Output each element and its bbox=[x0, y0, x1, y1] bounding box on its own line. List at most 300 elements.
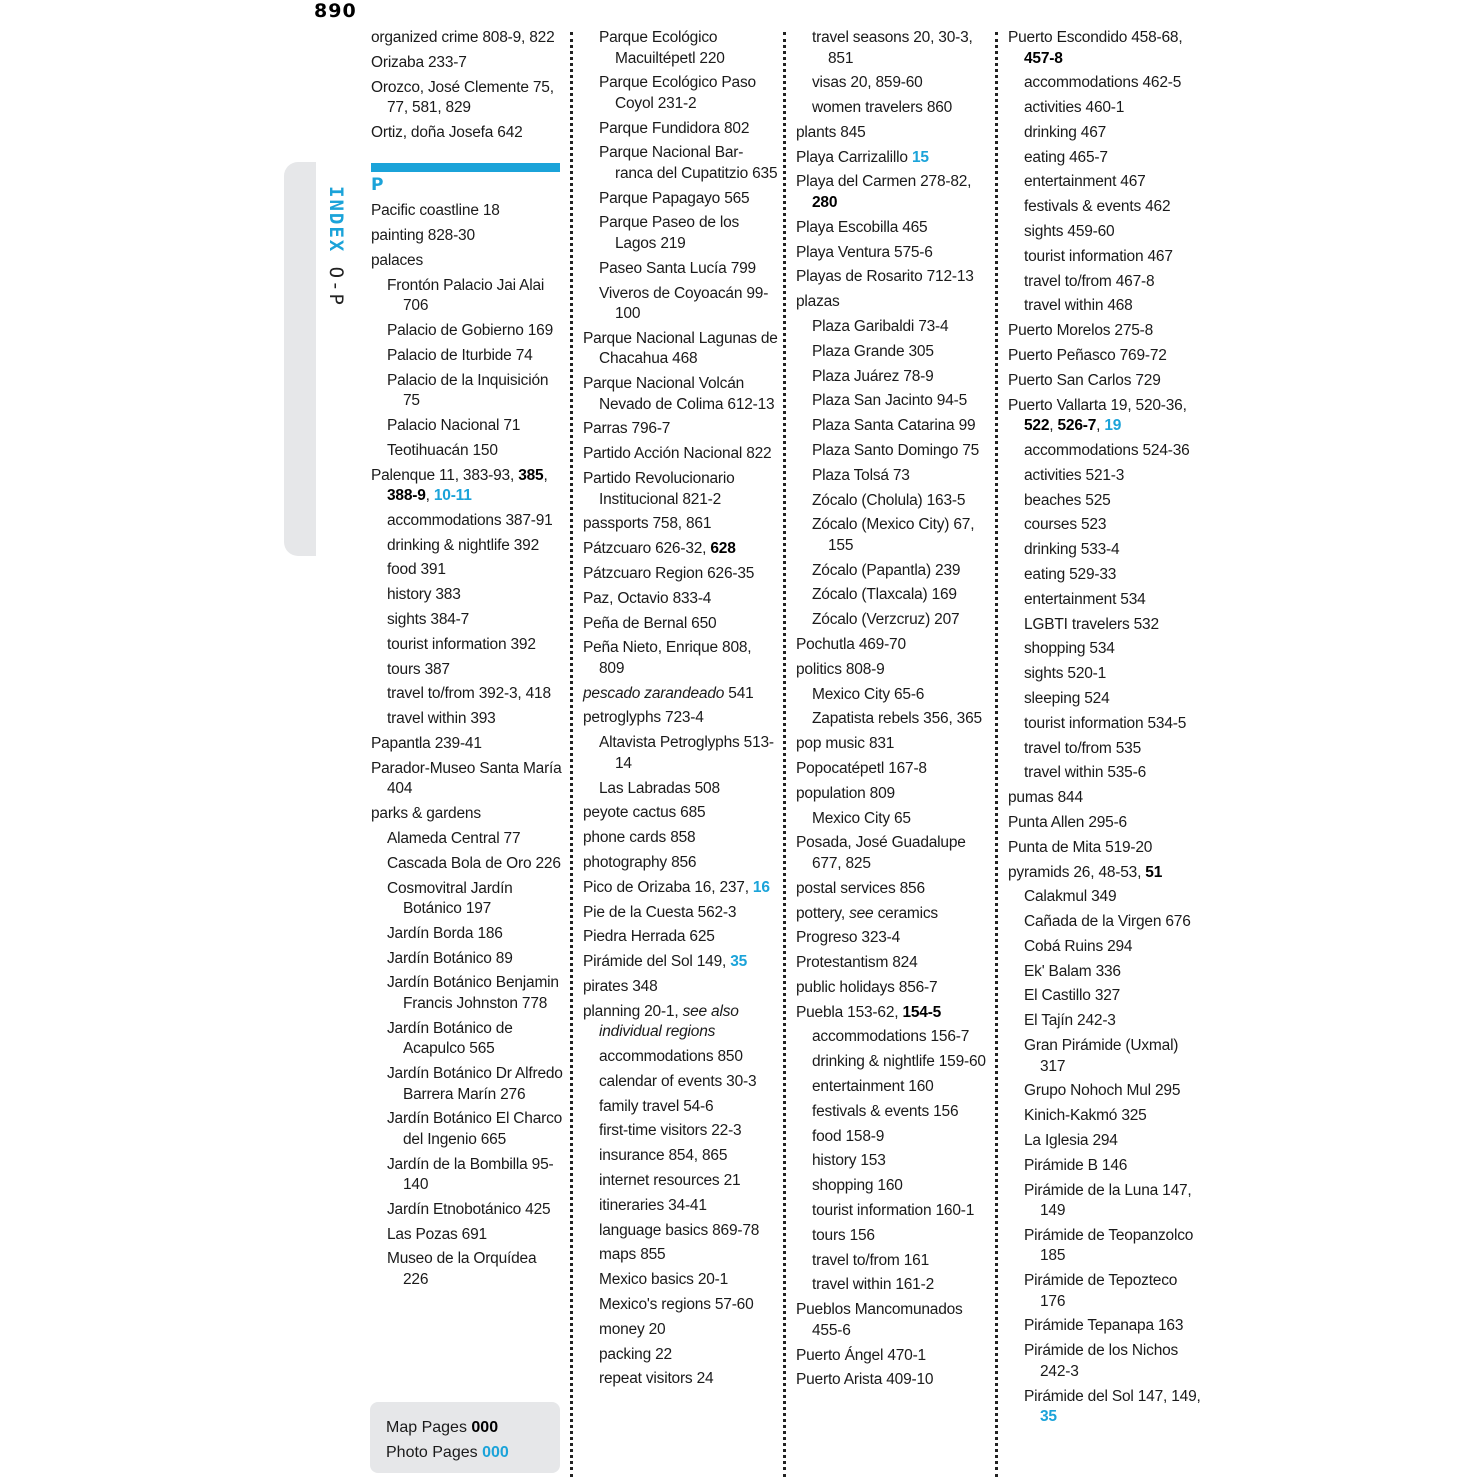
index-subentry bbox=[1008, 689, 1203, 710]
index-subentry bbox=[371, 854, 565, 875]
entry-text: pescado zarandeado bbox=[583, 684, 725, 702]
index-entry bbox=[1008, 346, 1203, 367]
entry-text: , bbox=[1096, 417, 1105, 435]
entry-text: Puerto Escondido 458-68, bbox=[1008, 29, 1183, 46]
index-subentry bbox=[583, 1196, 778, 1217]
entry-text: Jardín Botánico Benjamin Francis Johnston 778 bbox=[387, 974, 559, 1012]
index-subentry bbox=[796, 491, 991, 512]
entry-text: photography 856 bbox=[583, 853, 697, 871]
photo-pages-legend bbox=[386, 1440, 560, 1465]
index-subentry bbox=[371, 1019, 565, 1060]
entry-text: phone cards 858 bbox=[583, 829, 696, 847]
index-subentry bbox=[1008, 565, 1203, 586]
entry-text: Plaza Garibaldi 73-4 bbox=[812, 317, 949, 335]
index-subentry bbox=[1008, 466, 1203, 487]
index-entry bbox=[796, 243, 991, 264]
entry-text: Playa Escobilla 465 bbox=[796, 218, 928, 236]
photo-page-ref: 19 bbox=[1104, 417, 1122, 435]
entry-text: Jardín Botánico 89 bbox=[387, 949, 513, 967]
entry-text: activities 460-1 bbox=[1024, 99, 1125, 117]
entry-text: Parras 796-7 bbox=[583, 420, 671, 438]
index-column-2 bbox=[583, 28, 778, 1394]
index-subentry bbox=[1008, 222, 1203, 243]
index-subentry bbox=[796, 28, 991, 69]
entry-text: Jardín de la Bombilla 95-140 bbox=[387, 1155, 554, 1194]
entry-text: Puerto Vallarta 19, 520-36, bbox=[1008, 396, 1187, 414]
index-entry bbox=[371, 201, 565, 222]
entry-text: travel to/from 392-3, 418 bbox=[387, 685, 551, 703]
index-subentry bbox=[371, 536, 565, 557]
index-entry bbox=[796, 292, 991, 313]
entry-text: passports 758, 861 bbox=[583, 515, 712, 533]
entry-text: travel to/from 467-8 bbox=[1024, 272, 1155, 290]
entry-text: sights 384-7 bbox=[387, 611, 470, 629]
entry-text: Plaza Juárez 78-9 bbox=[812, 367, 934, 385]
entry-text: itineraries 34-41 bbox=[599, 1196, 707, 1214]
index-subentry bbox=[371, 560, 565, 581]
index-subentry bbox=[583, 1345, 778, 1366]
entry-text: first-time visitors 22-3 bbox=[599, 1122, 742, 1140]
entry-text: planning 20-1, bbox=[583, 1002, 683, 1020]
entry-text: 541 bbox=[724, 684, 754, 702]
index-subentry bbox=[796, 610, 991, 631]
index-entry bbox=[1008, 28, 1203, 69]
entry-text: entertainment 160 bbox=[812, 1078, 934, 1096]
index-subentry bbox=[1008, 1226, 1203, 1267]
photo-page-ref: 16 bbox=[752, 878, 770, 896]
entry-text: see bbox=[849, 904, 874, 922]
index-entry bbox=[1008, 863, 1203, 884]
index-subentry bbox=[1008, 615, 1203, 636]
map-page-ref: 280 bbox=[812, 193, 838, 211]
entry-text: eating 529-33 bbox=[1024, 565, 1117, 583]
index-subentry bbox=[583, 1221, 778, 1242]
entry-text: Protestantism 824 bbox=[796, 954, 918, 972]
index-subentry bbox=[1008, 1131, 1203, 1152]
entry-text: shopping 160 bbox=[812, 1177, 903, 1195]
index-entry bbox=[796, 1300, 991, 1341]
column-divider bbox=[783, 32, 786, 1477]
index-subentry bbox=[1008, 1156, 1203, 1177]
entry-text: , bbox=[1049, 417, 1058, 435]
index-entry bbox=[796, 978, 991, 999]
entry-text: Parque Fundidora 802 bbox=[599, 119, 750, 137]
index-subentry bbox=[796, 1201, 991, 1222]
entry-text: drinking & nightlife 392 bbox=[387, 536, 540, 554]
entry-text: courses 523 bbox=[1024, 516, 1107, 534]
index-column-1 bbox=[371, 28, 565, 1295]
index-subentry bbox=[583, 284, 778, 325]
entry-text: Zócalo (Verzcruz) 207 bbox=[812, 611, 960, 629]
index-subentry bbox=[1008, 1106, 1203, 1127]
index-subentry bbox=[1008, 540, 1203, 561]
entry-text: Kinich-Kakmó 325 bbox=[1024, 1107, 1147, 1125]
entry-text: petroglyphs 723-4 bbox=[583, 709, 704, 727]
index-entry bbox=[796, 635, 991, 656]
entry-text: Museo de la Orquídea 226 bbox=[387, 1250, 537, 1288]
entry-text: Plaza Grande 305 bbox=[812, 342, 934, 360]
index-subentry bbox=[796, 585, 991, 606]
index-subentry bbox=[371, 829, 565, 850]
entry-text: Zócalo (Cholula) 163-5 bbox=[812, 491, 966, 509]
entry-text: travel within 468 bbox=[1024, 297, 1133, 315]
entry-text: Parador-Museo Santa María 404 bbox=[371, 759, 562, 798]
index-entry bbox=[583, 708, 778, 729]
index-entry bbox=[796, 1370, 991, 1391]
index-subentry bbox=[796, 342, 991, 363]
entry-text: Jardín Borda 186 bbox=[387, 924, 503, 942]
index-tab-label bbox=[323, 186, 353, 386]
entry-text: Pirámide de Teopanzolco 185 bbox=[1024, 1226, 1194, 1265]
entry-text: pyramids 26, 48-53, bbox=[1008, 863, 1146, 881]
entry-text: Punta de Mita 519-20 bbox=[1008, 838, 1153, 856]
index-subentry bbox=[371, 660, 565, 681]
entry-text: eating 465-7 bbox=[1024, 148, 1108, 166]
index-entry bbox=[583, 828, 778, 849]
index-subentry bbox=[583, 1245, 778, 1266]
index-subentry bbox=[796, 1077, 991, 1098]
index-subentry bbox=[1008, 1081, 1203, 1102]
index-entry bbox=[796, 784, 991, 805]
entry-text: Palacio de la Inquisición 75 bbox=[387, 371, 549, 410]
entry-text: Playa Carrizalillo bbox=[796, 148, 912, 166]
entry-text: Puerto Ángel 470-1 bbox=[796, 1346, 926, 1364]
index-entry bbox=[583, 684, 778, 705]
index-subentry bbox=[371, 1225, 565, 1246]
index-subentry bbox=[1008, 1011, 1203, 1032]
index-label: INDEX bbox=[325, 186, 347, 254]
index-subentry bbox=[583, 779, 778, 800]
index-subentry bbox=[796, 709, 991, 730]
page-legend bbox=[370, 1402, 560, 1473]
entry-text: entertainment 534 bbox=[1024, 590, 1146, 608]
map-page-ref: 388-9 bbox=[387, 487, 426, 505]
entry-text: pirates 348 bbox=[583, 977, 658, 995]
index-subentry bbox=[1008, 1271, 1203, 1312]
entry-text: El Tajín 242-3 bbox=[1024, 1012, 1116, 1030]
index-subentry bbox=[796, 73, 991, 94]
index-entry bbox=[371, 226, 565, 247]
photo-page-ref: 15 bbox=[911, 148, 929, 166]
entry-text: packing 22 bbox=[599, 1345, 672, 1363]
index-subentry bbox=[796, 1127, 991, 1148]
index-entry bbox=[583, 329, 778, 370]
entry-text: parks & gardens bbox=[371, 805, 481, 823]
index-subentry bbox=[1008, 247, 1203, 268]
entry-text: Parque Ecológico Macuiltépetl 220 bbox=[599, 29, 725, 67]
entry-text: Playa del Carmen 278-82, bbox=[796, 173, 972, 191]
index-subentry bbox=[796, 98, 991, 119]
index-subentry bbox=[1008, 590, 1203, 611]
entry-text: Pico de Orizaba 16, 237, bbox=[583, 878, 753, 896]
index-subentry bbox=[1008, 1387, 1203, 1428]
index-subentry bbox=[583, 733, 778, 774]
index-side-tab bbox=[284, 162, 316, 556]
entry-text: Teotihuacán 150 bbox=[387, 441, 498, 459]
index-entry bbox=[371, 734, 565, 755]
entry-text: Playa Ventura 575-6 bbox=[796, 243, 933, 261]
index-subentry bbox=[583, 1270, 778, 1291]
index-subentry bbox=[371, 585, 565, 606]
entry-text: Pochutla 469-70 bbox=[796, 636, 906, 654]
entry-text: LGBTI travelers 532 bbox=[1024, 615, 1159, 633]
entry-text: Ortiz, doña Josefa 642 bbox=[371, 123, 523, 141]
map-page-ref: 526-7 bbox=[1057, 417, 1097, 435]
entry-text: public holidays 856-7 bbox=[796, 978, 938, 996]
entry-text: Punta Allen 295-6 bbox=[1008, 813, 1127, 831]
index-subentry bbox=[371, 973, 565, 1014]
index-subentry bbox=[371, 371, 565, 412]
index-subentry bbox=[1008, 937, 1203, 958]
entry-text: Calakmul 349 bbox=[1024, 888, 1117, 906]
entry-text: drinking 467 bbox=[1024, 123, 1107, 141]
entry-text: La Iglesia 294 bbox=[1024, 1131, 1118, 1149]
letter-range-label: O-P bbox=[325, 266, 347, 307]
index-subentry bbox=[1008, 172, 1203, 193]
index-entry bbox=[371, 28, 565, 49]
index-entry bbox=[583, 539, 778, 560]
index-entry bbox=[583, 1002, 778, 1043]
index-subentry bbox=[796, 685, 991, 706]
entry-text: Cobá Ruins 294 bbox=[1024, 937, 1133, 955]
entry-text: accommodations 387-91 bbox=[387, 511, 553, 529]
index-entry bbox=[1008, 788, 1203, 809]
entry-text: women travelers 860 bbox=[812, 99, 953, 117]
entry-text: Puerto San Carlos 729 bbox=[1008, 371, 1161, 389]
index-subentry bbox=[583, 1295, 778, 1316]
index-entry bbox=[583, 374, 778, 415]
entry-text: Popocatépetl 167-8 bbox=[796, 760, 927, 778]
index-subentry bbox=[796, 1226, 991, 1247]
entry-text: tourist information 467 bbox=[1024, 247, 1173, 265]
index-entry bbox=[796, 123, 991, 144]
entry-text: Peña de Bernal 650 bbox=[583, 614, 717, 632]
map-page-ref: 457-8 bbox=[1024, 49, 1063, 67]
entry-text: plazas bbox=[796, 293, 840, 311]
index-entry bbox=[796, 172, 991, 213]
entry-text: peyote cactus 685 bbox=[583, 804, 706, 822]
index-entry bbox=[796, 879, 991, 900]
entry-text: pumas 844 bbox=[1008, 789, 1083, 807]
index-subentry bbox=[583, 1072, 778, 1093]
entry-text: Palenque 11, 383-93, bbox=[371, 466, 519, 484]
index-entry bbox=[1008, 396, 1203, 437]
entry-text: organized crime 808-9, 822 bbox=[371, 29, 555, 46]
entry-text: Pirámide Tepanapa 163 bbox=[1024, 1317, 1184, 1335]
index-entry bbox=[371, 53, 565, 74]
entry-text: visas 20, 859-60 bbox=[812, 74, 923, 92]
entry-text: Puerto Arista 409-10 bbox=[796, 1371, 934, 1389]
entry-text: Zócalo (Tlaxcala) 169 bbox=[812, 586, 957, 604]
entry-text: Partido Acción Nacional 822 bbox=[583, 445, 772, 463]
entry-text: tours 387 bbox=[387, 660, 450, 678]
index-subentry bbox=[583, 28, 778, 69]
entry-text: plants 845 bbox=[796, 123, 866, 141]
entry-text: food 158-9 bbox=[812, 1127, 885, 1145]
entry-text: Pátzcuaro Region 626-35 bbox=[583, 564, 755, 582]
entry-text: Progreso 323-4 bbox=[796, 929, 901, 947]
index-subentry bbox=[371, 1200, 565, 1221]
entry-text: Mexico City 65 bbox=[812, 809, 911, 827]
entry-text: travel within 161-2 bbox=[812, 1276, 934, 1294]
map-page-ref: 154-5 bbox=[902, 1003, 942, 1021]
index-subentry bbox=[796, 1176, 991, 1197]
index-entry bbox=[796, 148, 991, 169]
entry-text: language basics 869-78 bbox=[599, 1221, 760, 1239]
index-entry bbox=[796, 759, 991, 780]
index-subentry bbox=[583, 143, 778, 184]
index-subentry bbox=[1008, 73, 1203, 94]
index-subentry bbox=[1008, 714, 1203, 735]
index-subentry bbox=[796, 367, 991, 388]
index-subentry bbox=[796, 1151, 991, 1172]
index-subentry bbox=[1008, 1316, 1203, 1337]
entry-text: Peña Nieto, Enrique 808, 809 bbox=[583, 639, 752, 677]
entry-text: accommodations 462-5 bbox=[1024, 74, 1182, 92]
index-subentry bbox=[371, 879, 565, 920]
index-subentry bbox=[1008, 123, 1203, 144]
entry-text: ceramics bbox=[873, 904, 938, 922]
index-column-4 bbox=[1008, 28, 1203, 1432]
entry-text: family travel 54-6 bbox=[599, 1097, 714, 1115]
entry-text: Cosmovitral Jardín Botánico 197 bbox=[387, 879, 513, 918]
entry-text: Frontón Palacio Jai Alai 706 bbox=[387, 276, 545, 315]
index-subentry bbox=[1008, 887, 1203, 908]
entry-text: painting 828-30 bbox=[371, 227, 475, 245]
entry-text: Jardín Botánico El Charco del Ingenio 665 bbox=[387, 1110, 563, 1148]
index-subentry bbox=[583, 1047, 778, 1068]
map-page-ref: 385 bbox=[518, 466, 544, 484]
entry-text: sights 520-1 bbox=[1024, 665, 1107, 683]
index-subentry bbox=[371, 511, 565, 532]
index-subentry bbox=[796, 1052, 991, 1073]
index-subentry bbox=[796, 515, 991, 556]
index-subentry bbox=[371, 1109, 565, 1150]
index-entry bbox=[583, 952, 778, 973]
index-subentry bbox=[371, 276, 565, 317]
index-subentry bbox=[583, 213, 778, 254]
index-entry bbox=[583, 638, 778, 679]
entry-text: Altavista Petroglyphs 513-14 bbox=[599, 734, 774, 772]
index-subentry bbox=[1008, 664, 1203, 685]
index-entry bbox=[796, 904, 991, 925]
entry-text: Posada, José Guadalupe 677, 825 bbox=[796, 834, 966, 872]
index-entry bbox=[1008, 371, 1203, 392]
index-entry bbox=[583, 419, 778, 440]
index-subentry bbox=[371, 321, 565, 342]
entry-text: Palacio de Iturbide 74 bbox=[387, 346, 533, 364]
index-subentry bbox=[371, 416, 565, 437]
index-entry bbox=[583, 903, 778, 924]
column-divider bbox=[995, 32, 998, 1477]
entry-text: beaches 525 bbox=[1024, 491, 1111, 509]
index-entry bbox=[1008, 813, 1203, 834]
index-entry bbox=[796, 267, 991, 288]
entry-text: Pirámide del Sol 147, 149, bbox=[1024, 1387, 1201, 1405]
index-entry bbox=[796, 953, 991, 974]
index-entry bbox=[796, 833, 991, 874]
entry-text: tourist information 534-5 bbox=[1024, 714, 1187, 732]
entry-text: internet resources 21 bbox=[599, 1171, 741, 1189]
index-subentry bbox=[583, 1320, 778, 1341]
entry-text: Parque Nacional Volcán Nevado de Colima 612-13 bbox=[583, 375, 775, 413]
entry-text: accommodations 156-7 bbox=[812, 1028, 970, 1046]
index-subentry bbox=[1008, 148, 1203, 169]
entry-text: Pirámide del Sol 149, bbox=[583, 953, 731, 971]
map-page-ref: 51 bbox=[1145, 863, 1163, 881]
photo-pages-number: 000 bbox=[482, 1444, 509, 1461]
index-subentry bbox=[1008, 491, 1203, 512]
index-entry bbox=[583, 614, 778, 635]
index-entry bbox=[583, 564, 778, 585]
entry-text: Puerto Peñasco 769-72 bbox=[1008, 347, 1167, 365]
index-subentry bbox=[1008, 98, 1203, 119]
map-page-ref: 628 bbox=[710, 540, 736, 558]
entry-text: population 809 bbox=[796, 784, 895, 802]
index-subentry bbox=[583, 1171, 778, 1192]
entry-text: Papantla 239-41 bbox=[371, 735, 482, 753]
entry-text: tours 156 bbox=[812, 1226, 875, 1244]
entry-text: Mexico basics 20-1 bbox=[599, 1271, 729, 1289]
index-entry bbox=[583, 589, 778, 610]
entry-text: drinking & nightlife 159-60 bbox=[812, 1053, 986, 1071]
index-subentry bbox=[796, 1251, 991, 1272]
index-entry bbox=[583, 803, 778, 824]
index-subentry bbox=[371, 1155, 565, 1196]
entry-text: money 20 bbox=[599, 1320, 666, 1338]
index-subentry bbox=[583, 259, 778, 280]
index-subentry bbox=[796, 1102, 991, 1123]
index-subentry bbox=[371, 709, 565, 730]
entry-text: Zócalo (Mexico City) 67, 155 bbox=[812, 516, 975, 554]
index-entry bbox=[371, 759, 565, 800]
index-subentry bbox=[583, 1369, 778, 1390]
entry-text: postal services 856 bbox=[796, 879, 925, 897]
entry-text: food 391 bbox=[387, 561, 446, 579]
entry-text: Pacific coastline 18 bbox=[371, 202, 500, 220]
entry-text: Pirámide de la Luna 147, 149 bbox=[1024, 1181, 1192, 1220]
entry-text: Plaza San Jacinto 94-5 bbox=[812, 392, 968, 410]
entry-text: Orizaba 233-7 bbox=[371, 53, 467, 71]
index-subentry bbox=[796, 391, 991, 412]
entry-text: Pirámide B 146 bbox=[1024, 1156, 1128, 1174]
entry-text: tourist information 160-1 bbox=[812, 1202, 975, 1220]
index-entry bbox=[796, 660, 991, 681]
entry-text: El Castillo 327 bbox=[1024, 987, 1121, 1005]
entry-text: travel seasons 20, 30-3, 851 bbox=[812, 29, 973, 67]
entry-text: Cañada de la Virgen 676 bbox=[1024, 913, 1191, 931]
entry-text: entertainment 467 bbox=[1024, 173, 1146, 191]
entry-text: Viveros de Coyoacán 99-100 bbox=[599, 284, 769, 323]
index-subentry bbox=[371, 610, 565, 631]
entry-text: accommodations 524-36 bbox=[1024, 441, 1190, 459]
index-subentry bbox=[371, 1249, 565, 1290]
entry-text: tourist information 392 bbox=[387, 635, 536, 653]
entry-text: Cascada Bola de Oro 226 bbox=[387, 854, 561, 872]
entry-text: pop music 831 bbox=[796, 735, 895, 753]
entry-text: Orozco, José Clemente 75, 77, 581, 829 bbox=[371, 78, 554, 117]
entry-text: Puerto Morelos 275-8 bbox=[1008, 322, 1154, 340]
entry-text: Palacio de Gobierno 169 bbox=[387, 322, 554, 340]
index-entry bbox=[583, 469, 778, 510]
entry-text: Gran Pirámide (Uxmal) 317 bbox=[1024, 1037, 1179, 1075]
entry-text: Pueblos Mancomunados 455-6 bbox=[796, 1301, 963, 1339]
entry-text: politics 808-9 bbox=[796, 660, 885, 678]
map-pages-legend bbox=[386, 1415, 560, 1440]
index-column-3 bbox=[796, 28, 991, 1395]
index-subentry bbox=[1008, 1341, 1203, 1382]
index-entry bbox=[796, 734, 991, 755]
